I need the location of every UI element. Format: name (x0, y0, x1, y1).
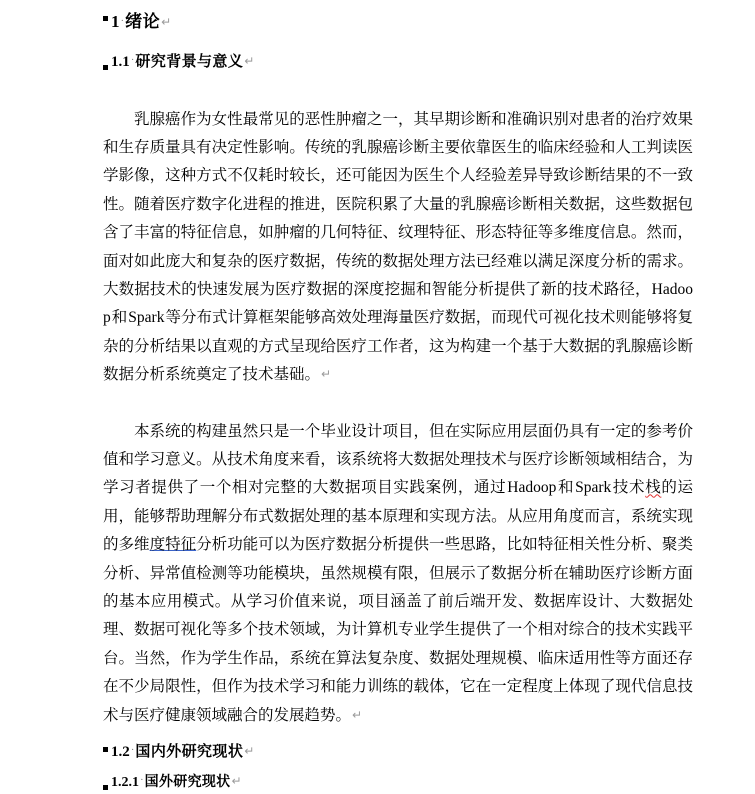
heading-bullet-icon (103, 785, 108, 790)
heading-text: 绪论 (125, 12, 161, 31)
spelling-error-mark: 栈 (645, 479, 662, 497)
paragraph-mark-icon: ↵ (352, 707, 363, 722)
text-run: 等分布式计算框架能够高效处理海量医疗数据，而现代可视化技术则能够将复杂的分析结果以直观的方式呈现给医疗工作者，这为构建一个基于大数据的乳腺癌诊断数据分析系统奠定了技术基础。 (103, 309, 693, 384)
paragraph-mark-icon: ↵ (231, 774, 242, 788)
heading-number: 1.1 (111, 54, 130, 70)
space-mark-icon: · (140, 774, 144, 786)
text-run: 分析功能可以为医疗数据分析提供一些思路，比如特征相关性分析、聚类分析、异常值检测等功能模块，虽然规模有限，但展示了数据分析在辅助医疗诊断方面的基本应用模式。从学习价值来说，项目涵盖了前后端开发、数据库设计、大数据处理、数据可视化等多个技术领域，为计算机专业学生提供了一个相对综合的技术实践平台。当然，作为学生作品，系统在算法复杂度、数据处理规模、临床适用性等方面还存在不少局限性，但作为技术学习和能力训练的载体，它在一定程度上体现了现代信息技术与医疗健康领域融合的发展趋势。 (103, 536, 693, 724)
heading-number: 1.2.1 (111, 775, 139, 790)
text-run: 技术 (612, 479, 646, 497)
heading-1-绪论[interactable] (103, 7, 171, 32)
grammar-error-mark: 度特征 (149, 536, 197, 554)
heading-bullet-icon (103, 65, 108, 70)
latin-term: Spark (575, 479, 612, 497)
space-mark-icon: · (130, 54, 135, 66)
paragraph-mark-icon: ↵ (161, 15, 172, 29)
heading-1-2-国内外研究现状[interactable] (103, 740, 254, 761)
heading-number: 1 (111, 12, 120, 31)
heading-number: 1.2 (111, 744, 130, 760)
space-mark-icon: · (120, 15, 125, 27)
heading-text: 国内外研究现状 (135, 743, 244, 760)
text-run: 和 (111, 309, 128, 327)
paragraph-mark-icon: ↵ (244, 744, 255, 758)
heading-text: 国外研究现状 (144, 773, 231, 789)
latin-term: Hadoop (507, 479, 557, 497)
latin-term: Hadoop (103, 280, 693, 327)
space-mark-icon: · (130, 744, 135, 756)
heading-1-1-研究背景与意义[interactable] (103, 50, 254, 71)
latin-term: Spark (128, 309, 165, 327)
text-run: 本系统的构建虽然只是一个毕业设计项目，但在实际应用层面仍具有一定的参考价值和学习意义。从技术角度来看，该系统将大数据处理技术与医疗诊断领域相结合，为学习者提供了一个相对完整的大数据项目实践案例，通过 (103, 422, 693, 497)
heading-1-2-1-国外研究现状[interactable] (103, 771, 242, 791)
heading-bullet-icon (103, 747, 108, 752)
heading-text: 研究背景与意义 (135, 53, 244, 70)
body-paragraph (103, 106, 693, 390)
text-run: 的运用，能够帮助理解分布式数据处理的基本原理和实现方法。从应用角度而言，系统实现的多维 (103, 479, 693, 554)
text-run: 和 (557, 479, 575, 497)
body-paragraph (103, 418, 693, 730)
paragraph-mark-icon: ↵ (244, 54, 255, 68)
heading-bullet-icon (103, 16, 108, 21)
text-run: 乳腺癌作为女性最常见的恶性肿瘤之一，其早期诊断和准确识别对患者的治疗效果和生存质量具有决定性影响。传统的乳腺癌诊断主要依靠医生的临床经验和人工判读医学影像，这种方式不仅耗时较长，还可能因为医生个人经验差异导致诊断结果的不一致性。随着医疗数字化进程的推进，医院积累了大量的乳腺癌诊断相关数据，这些数据包含了丰富的特征信息，如肿瘤的几何特征、纹理特征、形态特征等多维度信息。然而，面对如此庞大和复杂的医疗数据，传统的数据处理方法已经难以满足深度分析的需求。大数据技术的快速发展为医疗数据的深度挖掘和智能分析提供了新的技术路径， (103, 110, 693, 298)
paragraph-mark-icon: ↵ (321, 367, 332, 382)
